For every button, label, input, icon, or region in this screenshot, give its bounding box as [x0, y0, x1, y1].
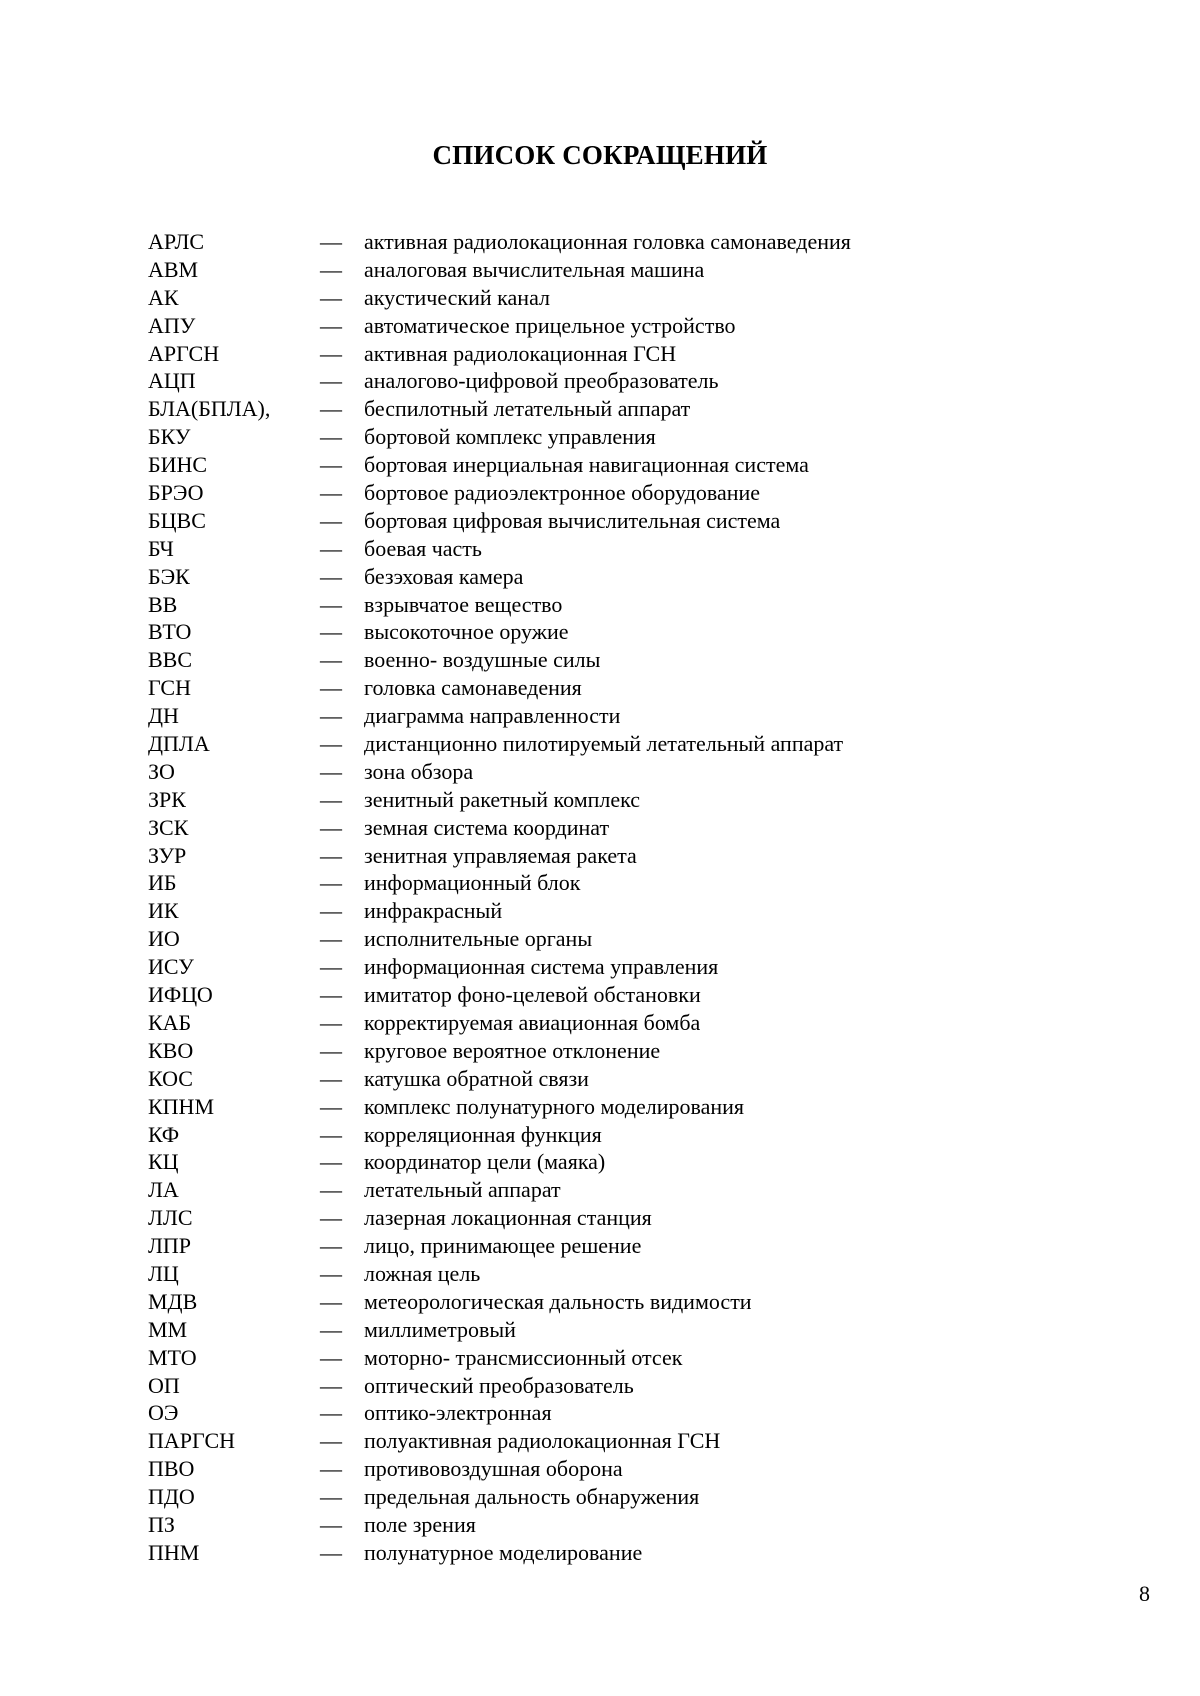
list-item: [148, 284, 1108, 312]
abbreviation-dash: —: [320, 229, 342, 254]
abbreviation-term: ПВО: [148, 1456, 195, 1482]
abbreviation-term: БКУ: [148, 424, 191, 450]
abbreviation-dash: —: [320, 340, 342, 366]
list-item: [148, 702, 1108, 730]
abbreviation-dash: —: [320, 703, 342, 729]
abbreviation-dash: —: [320, 1456, 342, 1482]
abbreviation-term: БЧ: [148, 535, 174, 561]
list-item: [148, 395, 1108, 423]
abbreviation-term: КФ: [148, 1121, 180, 1147]
abbreviation-definition: лицо, принимающее решение: [364, 1233, 642, 1259]
list-item: [148, 981, 1108, 1009]
abbreviation-dash: —: [320, 842, 342, 868]
abbreviation-definition: инфракрасный: [364, 898, 503, 924]
abbreviation-definition: бортовая инерциальная навигационная система: [364, 452, 809, 478]
list-item: [148, 1288, 1108, 1316]
list-item: [148, 842, 1108, 870]
abbreviation-definition: диаграмма направленности: [364, 703, 621, 729]
list-item: [148, 563, 1108, 591]
abbreviation-term: КВО: [148, 1037, 194, 1063]
abbreviation-definition: летательный аппарат: [364, 1177, 561, 1203]
list-item: [148, 312, 1108, 340]
abbreviation-definition: круговое вероятное отклонение: [364, 1037, 661, 1063]
abbreviation-dash: —: [320, 1093, 342, 1119]
list-item: [148, 1344, 1108, 1372]
abbreviation-term: ПЗ: [148, 1511, 175, 1537]
abbreviation-dash: —: [320, 535, 342, 561]
abbreviation-dash: —: [320, 982, 342, 1008]
abbreviation-term: КЦ: [148, 1149, 179, 1175]
list-item: [148, 814, 1108, 842]
abbreviation-dash: —: [320, 1372, 342, 1398]
abbreviation-definition: бортовая цифровая вычислительная система: [364, 507, 781, 533]
abbreviation-dash: —: [320, 1316, 342, 1342]
list-item: [148, 925, 1108, 953]
abbreviation-definition: ложная цель: [364, 1260, 481, 1286]
abbreviation-term: БЦВС: [148, 507, 206, 533]
abbreviation-definition: полуактивная радиолокационная ГСН: [364, 1428, 721, 1454]
abbreviation-dash: —: [320, 1288, 342, 1314]
list-item: [148, 479, 1108, 507]
abbreviation-term: ПАРГСН: [148, 1428, 236, 1454]
list-item: [148, 1176, 1108, 1204]
abbreviation-term: ММ: [148, 1316, 188, 1342]
list-item: [148, 1093, 1108, 1121]
list-item: [148, 507, 1108, 535]
abbreviation-term: ИФЦО: [148, 982, 213, 1008]
list-item: [148, 367, 1108, 395]
abbreviation-definition: зона обзора: [364, 758, 474, 784]
abbreviation-dash: —: [320, 452, 342, 478]
list-item: [148, 1483, 1108, 1511]
abbreviation-term: АПУ: [148, 312, 196, 338]
abbreviation-term: ЗСК: [148, 814, 189, 840]
abbreviation-dash: —: [320, 926, 342, 952]
abbreviation-dash: —: [320, 396, 342, 422]
abbreviation-term: КАБ: [148, 1009, 192, 1035]
abbreviation-term: КОС: [148, 1065, 193, 1091]
abbreviation-dash: —: [320, 1065, 342, 1091]
abbreviation-term: ЛЦ: [148, 1260, 179, 1286]
abbreviation-definition: взрывчатое вещество: [364, 591, 563, 617]
abbreviation-definition: головка самонаведения: [364, 675, 582, 701]
abbreviation-dash: —: [320, 256, 342, 282]
abbreviation-dash: —: [320, 758, 342, 784]
abbreviation-dash: —: [320, 1260, 342, 1286]
abbreviation-dash: —: [320, 1511, 342, 1537]
list-item: [148, 1204, 1108, 1232]
page-number: 8: [1139, 1581, 1150, 1606]
abbreviation-term: ЛЛС: [148, 1205, 193, 1231]
abbreviation-dash: —: [320, 507, 342, 533]
list-item: [148, 1316, 1108, 1344]
list-item: [148, 869, 1108, 897]
list-item: [148, 1260, 1108, 1288]
abbreviation-term: ГСН: [148, 675, 191, 701]
abbreviation-dash: —: [320, 1121, 342, 1147]
abbreviation-term: ДПЛА: [148, 731, 210, 757]
abbreviation-term: ЗУР: [148, 842, 187, 868]
abbreviation-term: КПНМ: [148, 1093, 215, 1119]
abbreviation-dash: —: [320, 591, 342, 617]
abbreviation-definition: бортовое радиоэлектронное оборудование: [364, 480, 761, 506]
abbreviation-term: ОЭ: [148, 1400, 179, 1426]
abbreviation-definition: беспилотный летательный аппарат: [364, 396, 691, 422]
list-item: [148, 1037, 1108, 1065]
abbreviation-definition: поле зрения: [364, 1511, 476, 1537]
list-item: [148, 786, 1108, 814]
abbreviation-dash: —: [320, 647, 342, 673]
list-item: [148, 535, 1108, 563]
abbreviation-term: ЛА: [148, 1177, 179, 1203]
list-item: [148, 423, 1108, 451]
list-item: [148, 1009, 1108, 1037]
abbreviation-dash: —: [320, 1037, 342, 1063]
abbreviation-definition: высокоточное оружие: [364, 619, 569, 645]
abbreviation-dash: —: [320, 675, 342, 701]
abbreviation-definition: военно- воздушные силы: [364, 647, 601, 673]
list-item: [148, 1511, 1108, 1539]
list-item: [148, 1539, 1108, 1567]
abbreviation-dash: —: [320, 1539, 342, 1565]
abbreviation-term: БИНС: [148, 452, 208, 478]
abbreviation-definition: миллиметровый: [364, 1316, 516, 1342]
abbreviation-definition: зенитная управляемая ракета: [364, 842, 637, 868]
abbreviation-definition: катушка обратной связи: [364, 1065, 589, 1091]
list-item: [148, 646, 1108, 674]
abbreviation-dash: —: [320, 1344, 342, 1370]
list-item: [148, 1232, 1108, 1260]
abbreviation-dash: —: [320, 731, 342, 757]
list-item: [148, 591, 1108, 619]
list-item: [148, 256, 1108, 284]
abbreviation-definition: исполнительные органы: [364, 926, 593, 952]
abbreviation-term: БРЭО: [148, 480, 204, 506]
abbreviation-term: ПНМ: [148, 1539, 200, 1565]
abbreviation-definition: комплекс полунатурного моделирования: [364, 1093, 745, 1119]
abbreviation-dash: —: [320, 1205, 342, 1231]
list-item: [148, 340, 1108, 368]
abbreviation-definition: активная радиолокационная ГСН: [364, 340, 677, 366]
abbreviation-term: БЛА(БПЛА),: [148, 396, 271, 422]
abbreviation-dash: —: [320, 1428, 342, 1454]
abbreviation-definition: оптико-электронная: [364, 1400, 552, 1426]
abbreviation-definition: предельная дальность обнаружения: [364, 1484, 700, 1510]
abbreviation-dash: —: [320, 424, 342, 450]
abbreviation-term: ЗРК: [148, 786, 186, 812]
abbreviation-term: ИК: [148, 898, 179, 924]
abbreviation-definition: лазерная локационная станция: [364, 1205, 652, 1231]
abbreviation-definition: координатор цели (маяка): [364, 1149, 606, 1175]
abbreviation-term: ВТО: [148, 619, 192, 645]
list-item: [148, 618, 1108, 646]
abbreviation-term: АК: [148, 284, 179, 310]
abbreviation-definition: моторно- трансмиссионный отсек: [364, 1344, 683, 1370]
abbreviation-dash: —: [320, 870, 342, 896]
abbreviation-term: ПДО: [148, 1484, 195, 1510]
abbreviation-definition: информационный блок: [364, 870, 581, 896]
abbreviation-dash: —: [320, 1149, 342, 1175]
abbreviation-dash: —: [320, 312, 342, 338]
list-item: [148, 1372, 1108, 1400]
abbreviation-definition: противовоздушная оборона: [364, 1456, 623, 1482]
list-item: [148, 228, 1108, 256]
abbreviation-definition: зенитный ракетный комплекс: [364, 786, 641, 812]
abbreviation-definition: имитатор фоно-целевой обстановки: [364, 982, 701, 1008]
abbreviation-definition: информационная система управления: [364, 954, 719, 980]
abbreviation-definition: оптический преобразователь: [364, 1372, 634, 1398]
abbreviation-definition: корректируемая авиационная бомба: [364, 1009, 701, 1035]
abbreviation-dash: —: [320, 480, 342, 506]
abbreviation-definition: активная радиолокационная головка самонаведения: [364, 229, 851, 254]
abbreviation-term: БЭК: [148, 563, 190, 589]
abbreviation-dash: —: [320, 1484, 342, 1510]
abbreviation-term: АРЛС: [148, 229, 205, 254]
list-item: [148, 1148, 1108, 1176]
abbreviation-definition: аналогово-цифровой преобразователь: [364, 368, 719, 394]
abbreviation-definition: дистанционно пилотируемый летательный аппарат: [364, 731, 844, 757]
abbreviation-term: ЗО: [148, 758, 175, 784]
list-item: [148, 758, 1108, 786]
list-item: [148, 730, 1108, 758]
abbreviation-dash: —: [320, 786, 342, 812]
abbreviation-dash: —: [320, 1233, 342, 1259]
abbreviation-dash: —: [320, 1009, 342, 1035]
abbreviation-term: ИО: [148, 926, 180, 952]
list-item: [148, 897, 1108, 925]
list-item: [148, 1121, 1108, 1149]
abbreviation-definition: автоматическое прицельное устройство: [364, 312, 736, 338]
abbreviation-definition: корреляционная функция: [364, 1121, 602, 1147]
abbreviation-term: ЛПР: [148, 1233, 192, 1259]
list-item: [148, 1427, 1108, 1455]
abbreviation-term: ОП: [148, 1372, 180, 1398]
abbreviation-term: АРГСН: [148, 340, 220, 366]
list-item: [148, 1065, 1108, 1093]
abbreviation-definition: акустический канал: [364, 284, 551, 310]
abbreviation-term: ИСУ: [148, 954, 194, 980]
list-item: [148, 1455, 1108, 1483]
abbreviation-term: АВМ: [148, 256, 199, 282]
abbreviation-term: ДН: [148, 703, 179, 729]
abbreviation-dash: —: [320, 284, 342, 310]
list-item: [148, 1399, 1108, 1427]
abbreviation-dash: —: [320, 619, 342, 645]
page-title: СПИСОК СОКРАЩЕНИЙ: [432, 140, 768, 170]
abbreviation-term: ВВС: [148, 647, 193, 673]
abbreviation-list: [148, 228, 1108, 1567]
abbreviation-term: ВВ: [148, 591, 178, 617]
abbreviation-definition: боевая часть: [364, 535, 482, 561]
abbreviation-dash: —: [320, 563, 342, 589]
abbreviation-dash: —: [320, 368, 342, 394]
abbreviation-term: ИБ: [148, 870, 177, 896]
abbreviation-definition: метеорологическая дальность видимости: [364, 1288, 752, 1314]
abbreviation-dash: —: [320, 1177, 342, 1203]
abbreviation-definition: земная система координат: [364, 814, 610, 840]
abbreviation-dash: —: [320, 954, 342, 980]
list-item: [148, 451, 1108, 479]
list-item: [148, 953, 1108, 981]
list-item: [148, 674, 1108, 702]
abbreviation-term: МТО: [148, 1344, 197, 1370]
abbreviation-term: АЦП: [148, 368, 196, 394]
abbreviation-dash: —: [320, 814, 342, 840]
abbreviation-dash: —: [320, 1400, 342, 1426]
abbreviation-term: МДВ: [148, 1288, 198, 1314]
abbreviation-dash: —: [320, 898, 342, 924]
abbreviation-definition: безэховая камера: [364, 563, 524, 589]
abbreviation-definition: полунатурное моделирование: [364, 1539, 643, 1565]
abbreviation-definition: аналоговая вычислительная машина: [364, 256, 705, 282]
abbreviation-definition: бортовой комплекс управления: [364, 424, 656, 450]
